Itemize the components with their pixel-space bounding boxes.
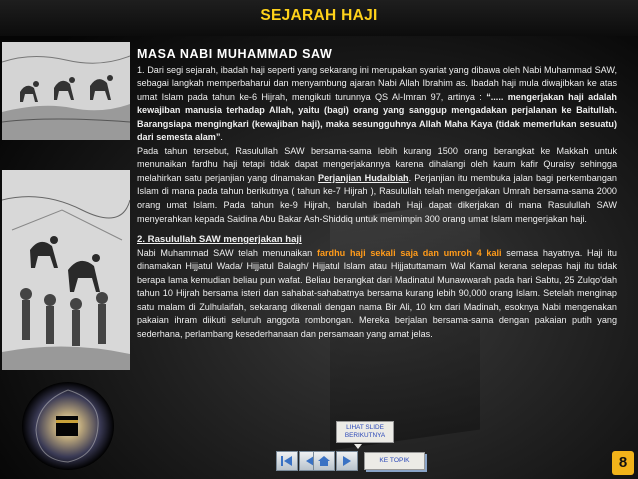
paragraph-1-end: . <box>220 132 223 143</box>
quran-quote: “..... mengerjakan haji adalah kewajiban manusia terhadap Allah, yaitu (bagi) orang yang sanggup mengadakan perjalanan ke Baitullah. Barangsiapa mengingkari (kewajiban haji), maka sesungguhnya Allah Maha Kaya (tidak memerlukan sesuatu) dari semesta alam” <box>137 91 617 143</box>
first-slide-icon <box>280 455 294 467</box>
pilgrim-caravan-illustration <box>2 42 130 140</box>
paragraph-2-text: Pada tahun tersebut, Rasulullah SAW bersama-sama lebih kurang 1500 orang berangkat ke Makkah untuk menunaikan fardhu haji tetapi tidak dapat mengerjakannya karena dihalangi oleh kaum kafir Quraisy sehingga melahirkan satu perjanjian yang dinamakan <box>137 145 617 183</box>
next-slide-icon <box>341 455 353 467</box>
paragraph-3 <box>137 247 617 342</box>
paragraph-1 <box>137 64 617 145</box>
paragraph-2-rest: . Perjanjian itu membuka jalan bagi perkembangan Islam di mana pada tahun berikutnya ( tahun ke-7 Hijrah ), Rasulullah telah mengerjakan Umrah bersama-sama 2000 orang umat Islam. Pada tahun ke-9 Hijrah, barulah ibadah Haji dapat dikerjakan di mana Rasulullah SAW menyerahkan kepada Saidina Abu Bakar Ash-Shiddiq untuk memimpin 300 orang umat Islam mengerjakan haji. <box>137 172 617 224</box>
treaty-name: Perjanjian Hudaibiah <box>318 172 409 183</box>
next-slide-button[interactable] <box>336 451 358 471</box>
pilgrims-walking-illustration <box>2 170 130 370</box>
page-number-badge: 8 <box>612 451 634 475</box>
section-heading: MASA NABI MUHAMMAD SAW <box>137 47 333 61</box>
next-slide-callout: LIHAT SLIDE BERIKUTNYA <box>336 421 394 443</box>
title-bar <box>0 0 638 36</box>
paragraph-3-rest: semasa hayatnya. Haji itu dinamakan Hijjatul Wada/ Hijjatul Balagh/ Hijjatul Islam atau Hijjatuttamam Wal Kamal kerana selepas haji itu tidak berapa lama kemudian beliau pun wafat. Beliau berangkat dari Madinatul Munawwarah pada hari Sabtu, 25 Zulqo'dah tahun 10 Hijrah bersama isteri dan sahabat-sahabatnya bersama kurang lebih 90,000 orang Islam. Setelah menginap satu malam di Zulhulaifah, sekarang dikenali dengan nama Bir Ali, 10 km dari Madinah, esoknya Nabi mengenakan pakaian ihram diikuti seluruh anggota rombongan. Mereka berjalan bersama-sama dengan pakaian putih yang sederhana, perlambang kesederhanaan dan persamaan yang amat jelas. <box>137 247 617 339</box>
callout-pointer <box>354 444 362 449</box>
ke-topik-button[interactable]: KE TOPIK <box>364 452 425 470</box>
paragraph-3-text: Nabi Muhammad SAW telah menunaikan <box>137 247 317 258</box>
first-slide-button[interactable] <box>276 451 298 471</box>
home-button[interactable] <box>313 451 335 471</box>
paragraph-2 <box>137 145 617 226</box>
slide-content <box>137 48 617 341</box>
home-icon <box>317 455 331 467</box>
section-2-heading: 2. Rasulullah SAW mengerjakan haji <box>137 234 302 246</box>
slide-title: SEJARAH HAJI <box>260 7 378 24</box>
highlighted-text: fardhu haji sekali saja dan umroh 4 kali <box>316 247 502 258</box>
kaaba-galaxy-image <box>20 380 116 472</box>
paragraph-1-text: 1. Dari segi sejarah, ibadah haji seperti yang sekarang ini merupakan syariat yang dibawa oleh Nabi Muhammad SAW, sebagai langkah memperbaharui dan menyambung ajaran Nabi Allah Ibrahim as. Ibadah haji mula diwajibkan ke atas umat Islam pada tahun ke-6 Hijrah, mengikuti turunnya QS Al-Imran 97, artinya : <box>137 64 617 102</box>
